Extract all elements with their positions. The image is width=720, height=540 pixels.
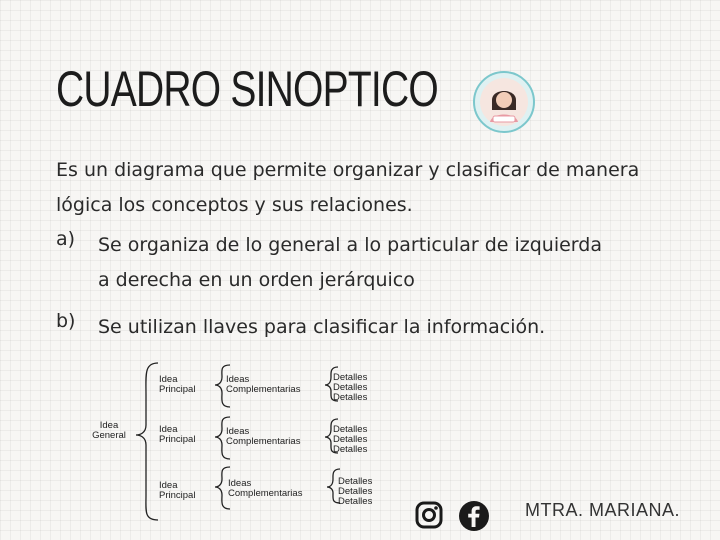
label-line: Principal bbox=[159, 490, 196, 501]
label-line: Ideas bbox=[226, 374, 250, 385]
label-line: Detalles bbox=[333, 434, 368, 445]
label-line: Complementarias bbox=[226, 384, 301, 395]
label-line: Detalles bbox=[333, 392, 368, 403]
details-label bbox=[333, 373, 367, 403]
author-signature: MTRA. MARIANA. bbox=[525, 500, 681, 520]
label-line: Detalles bbox=[333, 424, 368, 435]
details-label bbox=[338, 477, 372, 507]
label-line: Principal bbox=[159, 384, 196, 395]
root-label-line: Idea bbox=[99, 420, 119, 431]
brace bbox=[136, 363, 158, 520]
list-marker: a) bbox=[56, 228, 76, 250]
label-line: Detalles bbox=[338, 476, 373, 487]
complementary-ideas-label bbox=[226, 427, 300, 447]
synoptic-diagram bbox=[80, 355, 400, 525]
list-item-text: a derecha en un orden jerárquico bbox=[98, 269, 415, 291]
label-line: Idea bbox=[159, 374, 178, 385]
teacher-avatar-logo bbox=[472, 70, 536, 134]
list-item-text: Se organiza de lo general a lo particular de izquierda bbox=[98, 234, 602, 256]
page-title: CUADRO SINOPTICO bbox=[56, 61, 438, 117]
label-line: Ideas bbox=[228, 478, 252, 489]
label-line: Idea bbox=[159, 424, 178, 435]
label-line: Detalles bbox=[333, 444, 368, 455]
label-line: Complementarias bbox=[226, 436, 301, 447]
complementary-ideas-label bbox=[228, 479, 302, 499]
complementary-ideas-label bbox=[226, 375, 300, 395]
list-item-a bbox=[56, 228, 676, 298]
main-idea-label bbox=[159, 375, 195, 395]
instagram-icon[interactable] bbox=[414, 500, 444, 530]
label-line: Detalles bbox=[333, 382, 368, 393]
root-label-line: General bbox=[92, 430, 126, 441]
list-marker: b) bbox=[56, 310, 76, 332]
root-label bbox=[86, 421, 132, 441]
facebook-icon[interactable] bbox=[458, 500, 490, 532]
label-line: Idea bbox=[159, 480, 178, 491]
intro-text: Es un diagrama que permite organizar y clasificar de manera lógica los conceptos y sus relaciones. bbox=[56, 159, 640, 216]
label-line: Complementarias bbox=[228, 488, 303, 499]
main-idea-label bbox=[159, 481, 195, 501]
label-line: Principal bbox=[159, 434, 196, 445]
list-item-text: Se utilizan llaves para clasificar la información. bbox=[98, 316, 546, 338]
label-line: Detalles bbox=[338, 496, 373, 507]
label-line: Detalles bbox=[333, 372, 368, 383]
label-line: Ideas bbox=[226, 426, 250, 437]
list-item-b bbox=[56, 310, 676, 345]
label-line: Detalles bbox=[338, 486, 373, 497]
main-idea-label bbox=[159, 425, 195, 445]
details-label bbox=[333, 425, 367, 455]
